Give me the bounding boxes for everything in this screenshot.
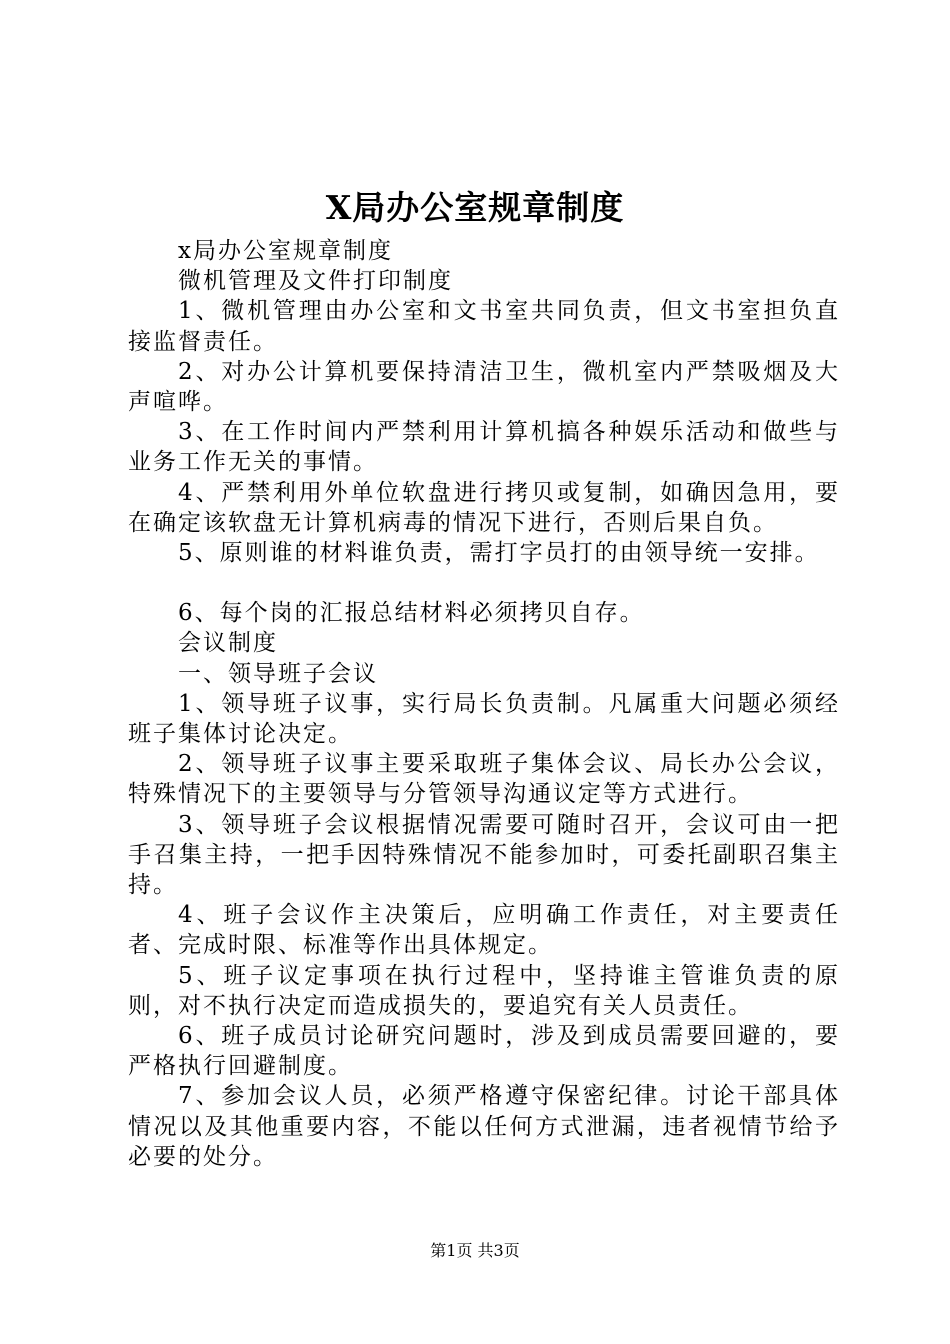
paragraph: 4、严禁利用外单位软盘进行拷贝或复制，如确因急用，要在确定该软盘无计算机病毒的情况下进行，否则后果自负。	[128, 479, 840, 536]
paragraph: 会议制度	[178, 630, 278, 657]
paragraph: 7、参加会议人员，必须严格遵守保密纪律。讨论干部具体情况以及其他重要内容，不能以任何方式泄漏，违者视情节给予必要的处分。	[128, 1083, 840, 1170]
paragraph: 6、班子成员讨论研究问题时，涉及到成员需要回避的，要严格执行回避制度。	[128, 1023, 840, 1080]
paragraph: 1、微机管理由办公室和文书室共同负责，但文书室担负直接监督责任。	[128, 298, 840, 355]
paragraph: 2、对办公计算机要保持清洁卫生，微机室内严禁吸烟及大声喧哗。	[128, 358, 840, 416]
page-footer: 第1页 共3页	[430, 1241, 520, 1260]
paragraph: 5、班子议定事项在执行过程中，坚持谁主管谁负责的原则，对不执行决定而造成损失的，要追究有关人员责任。	[128, 962, 840, 1019]
paragraph: x局办公室规章制度	[178, 238, 393, 264]
paragraph: 2、领导班子议事主要采取班子集体会议、局长办公会议，特殊情况下的主要领导与分管领导沟通议定等方式进行。	[128, 751, 840, 808]
paragraph: 3、在工作时间内严禁利用计算机搞各种娱乐活动和做些与业务工作无关的事情。	[128, 419, 840, 476]
paragraph: 微机管理及文件打印制度	[178, 268, 453, 295]
paragraph: 1、领导班子议事，实行局长负责制。凡属重大问题必须经班子集体讨论决定。	[128, 690, 840, 748]
paragraph: 3、领导班子会议根据情况需要可随时召开，会议可由一把手召集主持，一把手因特殊情况不能参加时，可委托副职召集主持。	[128, 811, 840, 899]
paragraph: 6、每个岗的汇报总结材料必须拷贝自存。	[178, 600, 645, 627]
document-body	[128, 236, 840, 1172]
paragraph: 5、原则谁的材料谁负责，需打字员打的由领导统一安排。	[178, 540, 820, 567]
document-title: X局办公室规章制度	[325, 188, 625, 227]
paragraph: 一、领导班子会议	[178, 660, 378, 687]
paragraph: 4、班子会议作主决策后，应明确工作责任，对主要责任者、完成时限、标准等作出具体规定。	[128, 902, 840, 959]
